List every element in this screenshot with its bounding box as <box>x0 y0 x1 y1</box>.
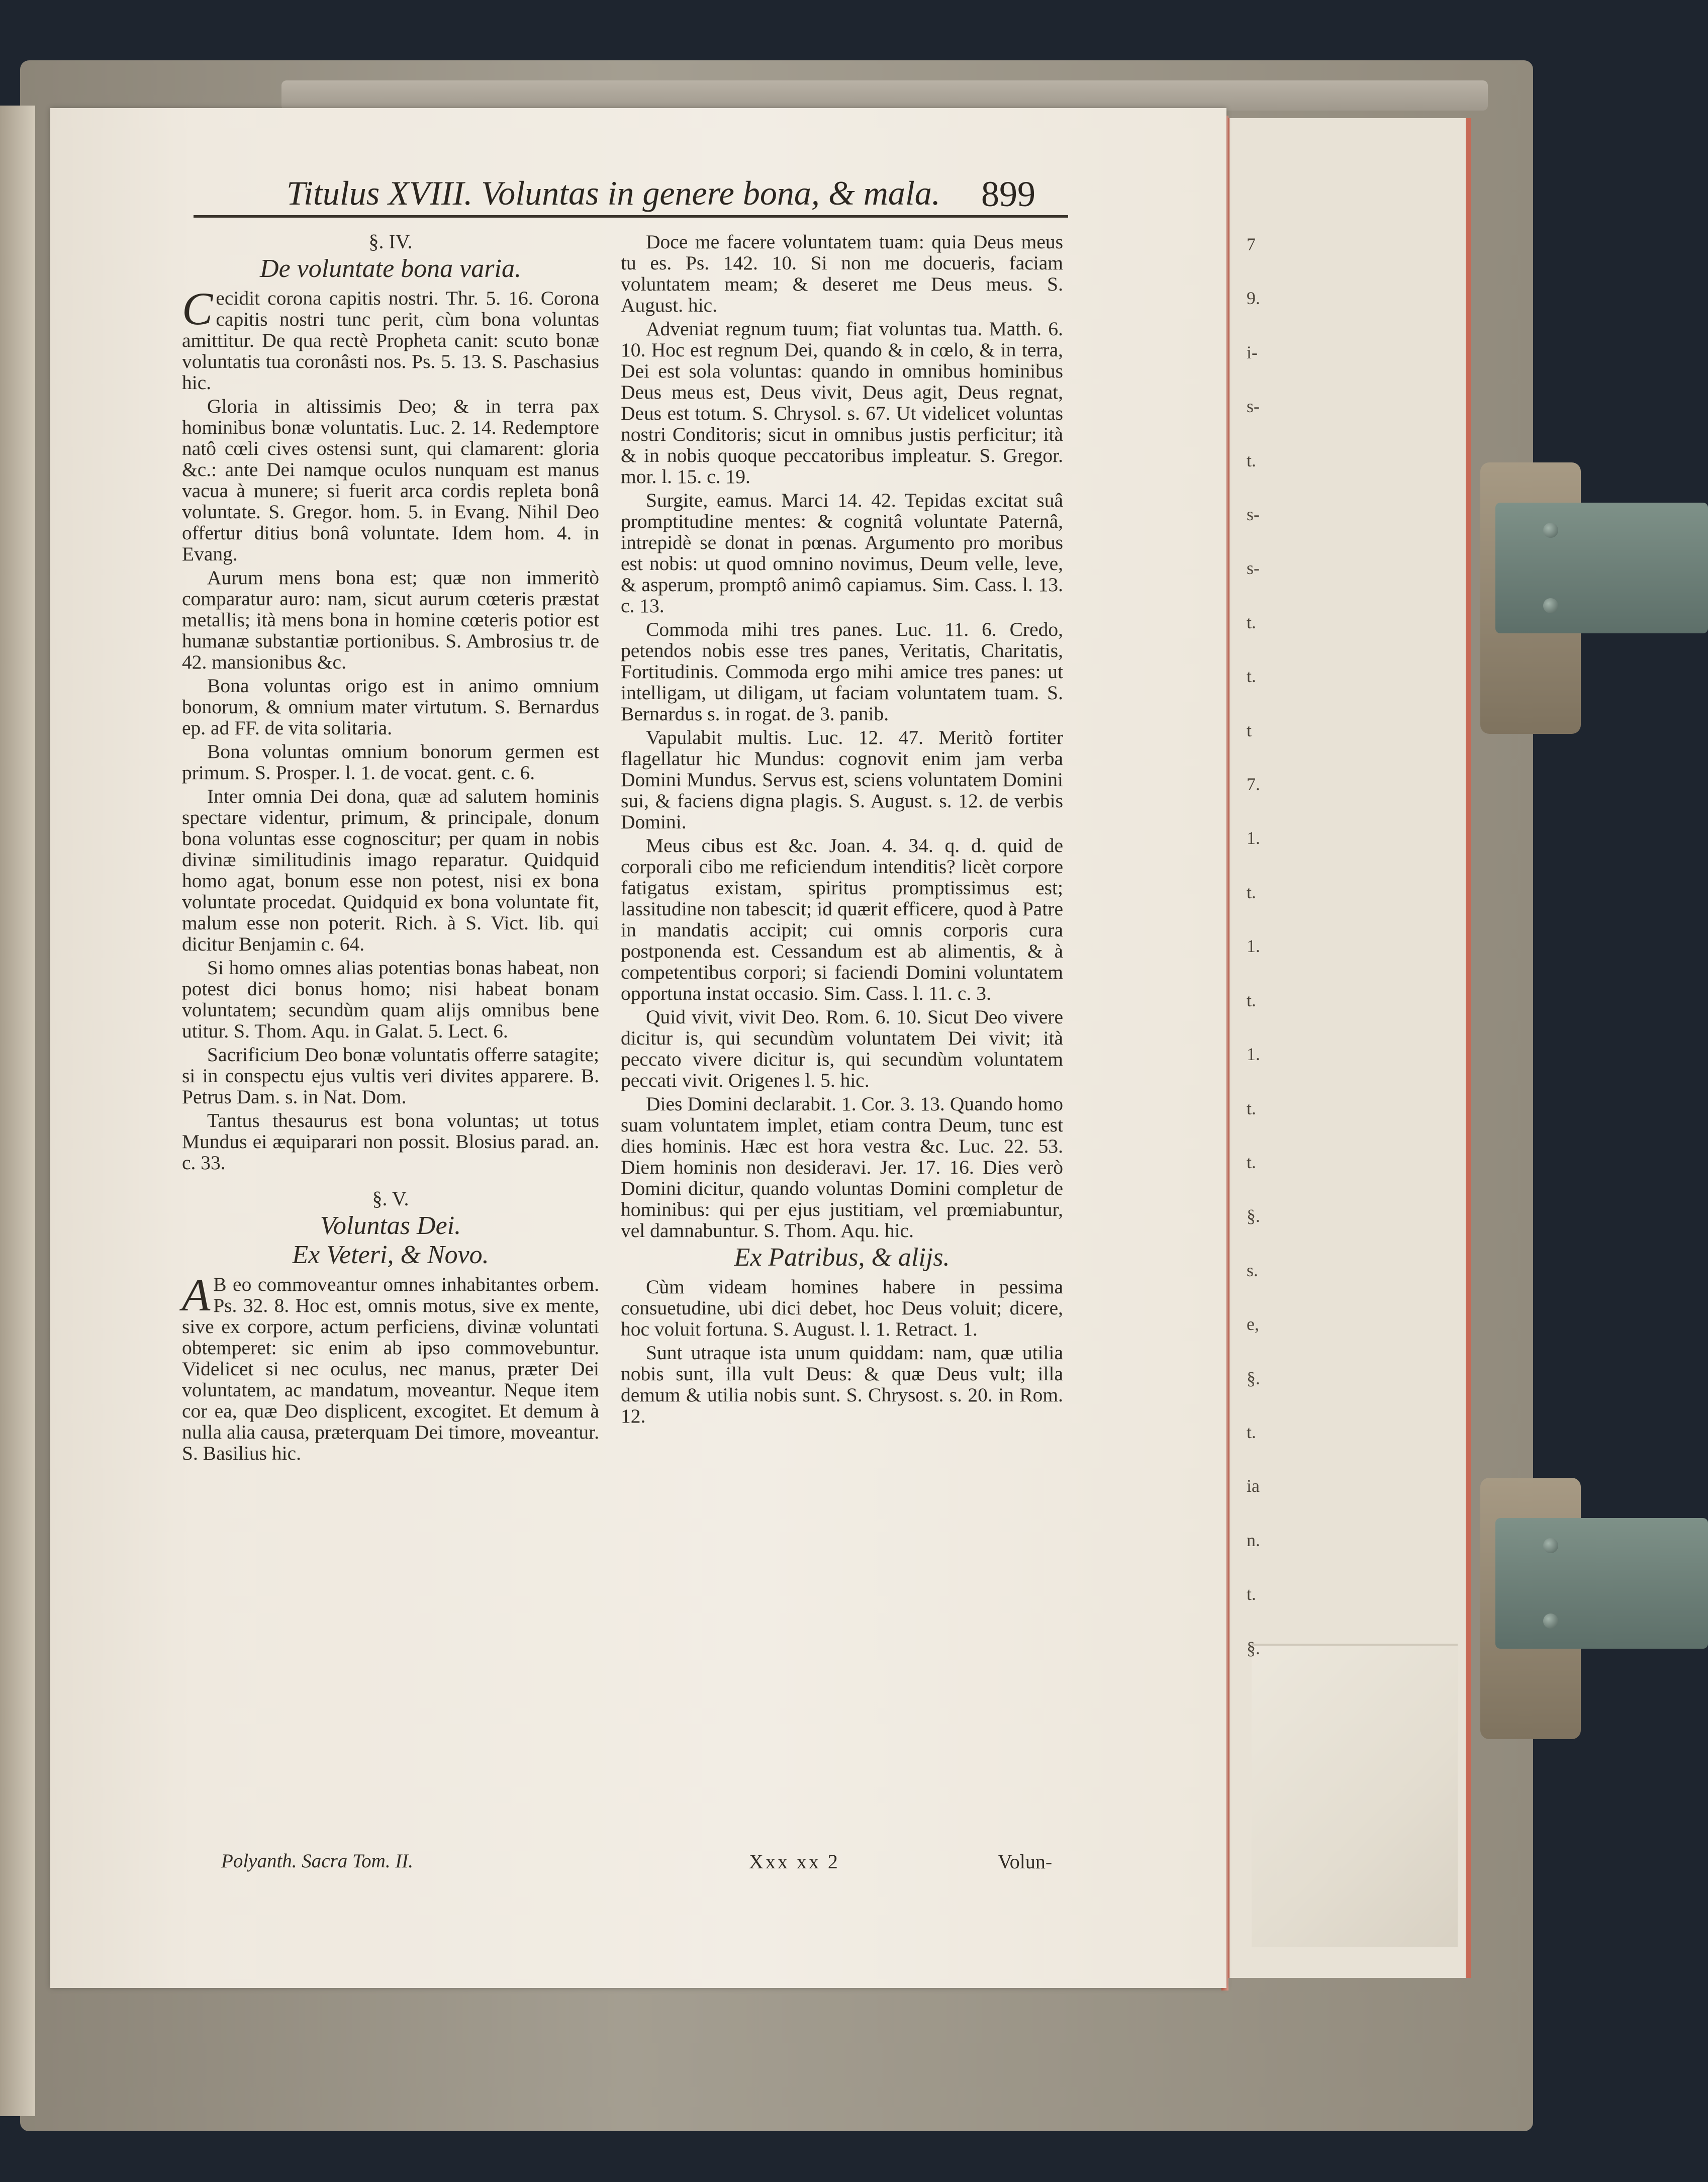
margin-fragment: §. <box>1247 1638 1260 1658</box>
margin-fragment: §. <box>1247 1206 1260 1226</box>
paragraph: Quid vivit, vivit Deo. Rom. 6. 10. Sicut Deo vivere dicitur is, qui secundùm voluntatem Dei vivit; ità peccato vivere dicitur is, qui secundùm voluntatem peccati vivit. Origenes l. 5. hic. <box>621 1006 1063 1091</box>
catchword: Volun- <box>998 1850 1053 1873</box>
margin-fragment: s- <box>1247 504 1260 525</box>
running-head: Titulus XVIII. Voluntas in genere bona, & mala. <box>287 174 940 212</box>
header-rule <box>194 215 1068 218</box>
paragraph: Meus cibus est &c. Joan. 4. 34. q. d. quid de corporali cibo me reficiendum intenditis? licèt corpore fatigatus existam, spiritus promptissimus est; lassitudine non tabescit; id quærit efficere, quod à Patre in mandatis accipit; cui omnis corporis cura postponenda est. Cessandum est ab alimentis, & à competentibus corpori; si faciendi Domini voluntatem opportuna instat occasio. Sim. Cass. l. 11. c. 3. <box>621 834 1063 1004</box>
paragraph: Cùm videam homines habere in pessima consuetudine, ubi dici debet, hoc Deus voluit; dicere, hoc voluit fortuna. S. August. l. 1. Retract. 1. <box>621 1276 1063 1340</box>
paragraph: Cecidit corona capitis nostri. Thr. 5. 16. Corona capitis nostri tunc perit, cùm bona voluntas amittitur. De qua rectè Propheta canit: scuto bonæ voluntatis tua coronâsti nos. Ps. 5. 13. S. Paschasius hic. <box>182 283 599 394</box>
paragraph: Si homo omnes alias potentias bonas habeat, non potest dici bonus homo; nisi habeat bonam voluntatem; secundùm quam alijs omnibus bene utitur. S. Thom. Aqu. in Galat. 5. Lect. 6. <box>182 957 599 1042</box>
clasp-lower-rivet <box>1543 1614 1558 1629</box>
margin-fragment: n. <box>1247 1530 1260 1550</box>
clasp-upper-rivet <box>1543 598 1558 613</box>
clasp-upper-rivet <box>1543 523 1558 538</box>
section-title: De voluntate bona varia. <box>260 254 521 283</box>
margin-fragment: 9. <box>1247 288 1260 309</box>
paragraph: Tantus thesaurus est bona voluntas; ut totus Mundus ei æquiparari non possit. Blosius parad. an. c. 33. <box>182 1109 599 1174</box>
page-number: 899 <box>981 174 1035 214</box>
margin-fragment: t. <box>1247 1152 1257 1172</box>
paragraph: Doce me facere voluntatem tuam: quia Deus meus tu es. Ps. 142. 10. Si non me docueris, faciam voluntatem meam; & deseret me Deus meus. S. August. hic. <box>621 231 1063 316</box>
left-page-edge <box>0 106 35 2116</box>
margin-fragment: t. <box>1247 1421 1257 1442</box>
margin-fragment: i- <box>1247 342 1258 362</box>
margin-fragment: 1. <box>1247 936 1260 957</box>
paragraph: Aurum mens bona est; quæ non immeritò comparatur auro: nam, sicut aurum cœteris præstat metallis; ità mens bona in homine cœteris potior est humanæ substantiæ portionibus. S. Ambrosius tr. de 42. mansionibus &c. <box>182 566 599 673</box>
drop-cap: C <box>182 283 213 334</box>
section-subtitle: Ex Veteri, & Novo. <box>292 1241 489 1269</box>
margin-fragment: 1. <box>1247 828 1260 848</box>
section-title: Voluntas Dei. <box>320 1211 461 1240</box>
margin-fragment: t. <box>1247 1098 1257 1118</box>
clasp-lower-strap <box>1495 1518 1708 1649</box>
paragraph: A B eo commoveantur omnes inhabitantes orbem. Ps. 32. 8. Hoc est, omnis motus, sive ex mente, sive ex corpore, actum perficiens, divinæ voluntati obtemperet: sic enim ab ipso commovebuntur. Videlicet si nec oculus, nec manus, præter Dei voluntatem, ac mandatum, moveantur. Neque item cor ea, quæ Deo displicent, excogitet. Et demum à nulla alia causa, præterquam Dei timore, moveantur. S. Basilius hic. <box>182 1269 599 1464</box>
clasp-lower-rivet <box>1543 1538 1558 1553</box>
section-number: §. V. <box>372 1187 409 1210</box>
margin-fragment: t. <box>1247 1584 1257 1604</box>
paragraph: Surgite, eamus. Marci 14. 42. Tepidas excitat suâ promptitudine mentes: & cognitâ voluntate Paternâ, intrepidè se donat in pœnas. Argumento pro moribus est nobis: ut quod omnino novimus, Deum velle, leve, & asperum, promptô animô capiamus. Sim. Cass. l. 13. c. 13. <box>621 489 1063 617</box>
margin-fragment: t. <box>1247 450 1257 470</box>
paragraph: Vapulabit multis. Luc. 12. 47. Meritò fortiter flagellatur hic Mundus: cognovit enim jam verba Domini Mundus. Servus est, sciens voluntatem Domini sui, & faciens digna plagis. S. August. s. 12. de verbis Domini. <box>621 726 1063 833</box>
margin-fragment: s- <box>1247 558 1260 579</box>
section-title: Ex Patribus, & alijs. <box>734 1243 950 1272</box>
margin-fragment: t. <box>1247 612 1257 632</box>
margin-fragment: e, <box>1247 1314 1259 1335</box>
margin-fragment: ia <box>1247 1476 1260 1496</box>
paragraph: Bona voluntas origo est in animo omnium bonorum, & omnium mater virtutum. S. Bernardus ep. ad FF. de vita solitaria. <box>182 675 599 739</box>
margin-fragment: 1. <box>1247 1044 1260 1065</box>
margin-fragment: t. <box>1247 882 1257 902</box>
paragraph: Inter omnia Dei dona, quæ ad salutem hominis spectare videntur, primum, & principale, donum bona voluntas esse cognoscitur; per quam in nobis divinæ similitudinis imago reparatur. Quidquid homo agat, bonum esse non potest, nisi ex bona voluntate procedat. Quidquid ex bona voluntate fit, malum esse non poterit. Rich. à S. Vict. lib. qui dicitur Benjamin c. 64. <box>182 785 599 955</box>
footer-title: Polyanth. Sacra Tom. II. <box>221 1850 414 1872</box>
margin-fragment: 7. <box>1247 774 1260 795</box>
margin-fragment: s- <box>1247 396 1260 417</box>
folded-page-corner <box>1252 1644 1458 1947</box>
paragraph: Dies Domini declarabit. 1. Cor. 3. 13. Quando homo suam voluntatem implet, etiam contra Deum, tunc est dies hominis. Hæc est hora vestra &c. Luc. 22. 53. Diem hominis non desideravi. Jer. 17. 16. Dies verò Domini dicitur, quando voluntas Domini completur de hominibus: qui per ejus justitiam, vel prœmiabuntur, vel damnabuntur. S. Thom. Aqu. hic. <box>621 1093 1063 1242</box>
margin-fragment: t <box>1247 720 1252 740</box>
paragraph: Commoda mihi tres panes. Luc. 11. 6. Credo, petendos nobis esse tres panes, Veritatis, Charitatis, Fortitudinis. Commoda ergo mihi amice tres panes: ut intelligam, ut diligam, ut faciam voluntatem tuam. S. Bernardus s. in rogat. de 3. panib. <box>621 618 1063 725</box>
paragraph: Adveniat regnum tuum; fiat voluntas tua. Matth. 6. 10. Hoc est regnum Dei, quando & in cœlo, & in terra, Dei est sola voluntas: quando in omnibus hominibus Deus meus est, Deus vivit, Deus agit, Deus regnat, Deus est totum. S. Chrysol. s. 67. Ut videlicet voluntas nostri Conditoris; sicut in omnibus justis perficitur; ità & in nobis quoque peccatoribus impleatur. S. Gregor. mor. l. 15. c. 19. <box>621 318 1063 488</box>
section-number: §. IV. <box>368 230 413 253</box>
right-column <box>621 231 1063 1429</box>
book-cover-top-edge <box>281 80 1488 111</box>
margin-fragment: §. <box>1247 1368 1260 1388</box>
drop-cap: A <box>182 1269 211 1320</box>
paragraph: Gloria in altissimis Deo; & in terra pax hominibus bonæ voluntatis. Luc. 2. 14. Redemptore natô cœli cives ostensi sunt, qui clamarent: gloria &c.: ante Dei namque oculos nunquam est manus vacua à munere; si fuerit arca cordis repleta bonâ voluntate. S. Gregor. hom. 5. in Evang. Nihil Deo offertur ditius bonâ voluntate. Idem hom. 4. in Evang. <box>182 395 599 565</box>
margin-fragment: s. <box>1247 1260 1259 1280</box>
margin-fragment: t. <box>1247 990 1257 1010</box>
clasp-upper-strap <box>1495 503 1708 633</box>
paragraph: Sunt utraque ista unum quiddam: nam, quæ utilia nobis sunt, illa vult Deus: & quæ Deus vult; illa demum & utilia nobis sunt. S. Chrysost. s. 20. in Rom. 12. <box>621 1342 1063 1427</box>
paragraph: Sacrificium Deo bonæ voluntatis offerre satagite; si in conspectu ejus vultis veri divites apparere. B. Petrus Dam. s. in Nat. Dom. <box>182 1043 599 1108</box>
margin-fragment: t. <box>1247 666 1257 687</box>
margin-fragment: 7 <box>1247 234 1256 254</box>
signature-mark: Xxx xx 2 <box>749 1850 840 1873</box>
paragraph: Bona voluntas omnium bonorum germen est primum. S. Prosper. l. 1. de vocat. gent. c. 6. <box>182 740 599 784</box>
left-column <box>182 231 599 1466</box>
